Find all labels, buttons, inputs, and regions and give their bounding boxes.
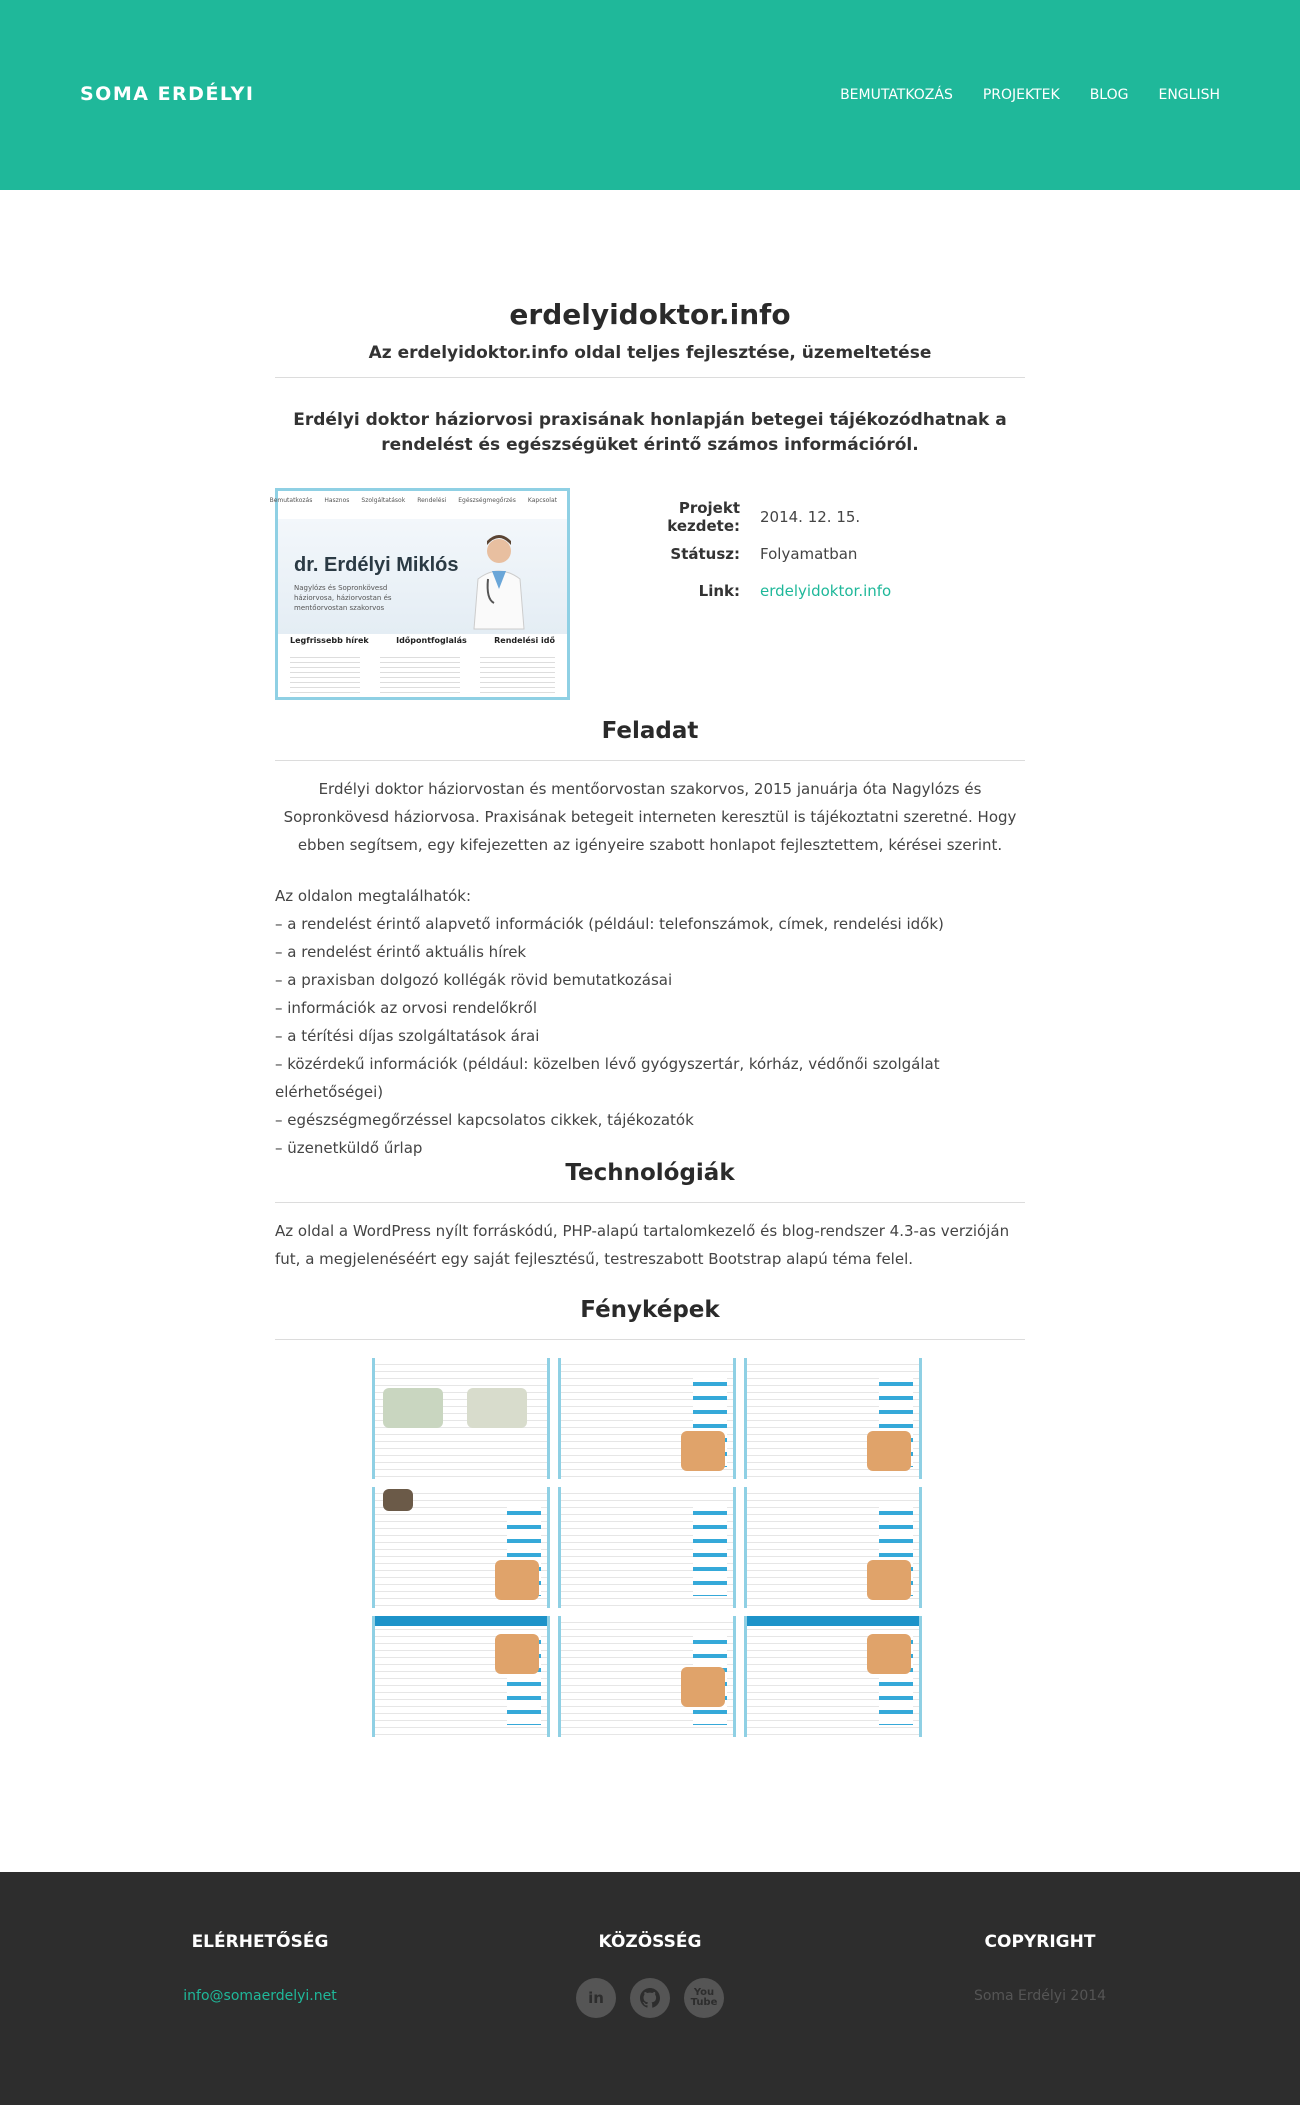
screenshot-news-block <box>290 653 360 693</box>
screenshot-col-title: Időpontfoglalás <box>396 636 467 645</box>
meta-value: 2014. 12. 15. <box>760 507 861 526</box>
youtube-icon[interactable]: You Tube <box>684 1978 724 2018</box>
footer-email-link[interactable]: info@somaerdelyi.net <box>183 1988 337 2004</box>
gallery-thumbnail[interactable] <box>372 1358 550 1479</box>
screenshot-menu-item: Bemutatkozás <box>269 497 313 504</box>
screenshot-booking-block <box>380 653 460 693</box>
footer-contact <box>110 1932 410 2004</box>
github-icon[interactable] <box>630 1978 670 2018</box>
list-item: – üzenetküldő űrlap <box>275 1139 423 1157</box>
gallery-thumbnail[interactable] <box>744 1358 922 1479</box>
list-item: – a rendelést érintő alapvető információk (például: telefonszámok, címek, rendelési idők) <box>275 915 944 933</box>
footer-community-heading: KÖZÖSSÉG <box>598 1932 702 1952</box>
social-links <box>500 1978 800 2018</box>
gallery-thumbnail[interactable] <box>558 1487 736 1608</box>
screenshot-doctor-desc: Nagylózs és Sopronkövesd háziorvosa, háziorvostan és mentőorvostan szakorvos <box>294 584 392 612</box>
task-heading: Feladat <box>601 718 699 744</box>
meta-value: Folyamatban <box>760 544 858 563</box>
screenshot-col-title: Legfrissebb hírek <box>290 636 369 645</box>
meta-row-start <box>615 498 1015 535</box>
footer-copyright-text: Soma Erdélyi 2014 <box>973 1988 1107 2004</box>
list-item: – a praxisban dolgozó kollégák rövid bemutatkozásai <box>275 971 673 989</box>
doctor-photo <box>468 529 530 629</box>
divider <box>275 1202 1025 1203</box>
divider <box>275 760 1025 761</box>
screenshot-hero <box>278 519 567 634</box>
divider <box>275 1339 1025 1340</box>
meta-row-link <box>615 572 1015 609</box>
nav-item-projektek[interactable]: PROJEKTEK <box>982 87 1060 103</box>
photos-heading: Fényképek <box>580 1297 720 1323</box>
screenshot-menu-item: Hasznos <box>324 497 350 504</box>
linkedin-icon[interactable]: in <box>576 1978 616 2018</box>
meta-key: Státusz: <box>670 544 740 563</box>
list-item: – a rendelést érintő aktuális hírek <box>275 943 527 961</box>
meta-key: Link: <box>698 581 740 600</box>
gallery-thumbnail[interactable] <box>558 1616 736 1737</box>
project-screenshot[interactable] <box>269 488 570 700</box>
gallery-thumbnail[interactable] <box>372 1487 550 1608</box>
site-brand[interactable]: SOMA ERDÉLYI <box>80 83 255 105</box>
list-item: – információk az orvosi rendelőkről <box>275 999 538 1017</box>
screenshot-doctor-name: dr. Erdélyi Miklós <box>294 554 459 576</box>
list-item: – közérdekű információk (például: közelben lévő gyógyszertár, kórház, védőnői szolgálat elérhetőségei) <box>275 1055 940 1101</box>
screenshot-menu-item: Szolgáltatások <box>361 497 406 504</box>
gallery-thumbnail[interactable] <box>372 1616 550 1737</box>
divider <box>275 377 1025 378</box>
screenshot-menu-item: Kapcsolat <box>527 497 557 504</box>
project-subtitle: Az erdelyidoktor.info oldal teljes fejlesztése, üzemeltetése <box>368 343 932 363</box>
gallery-thumbnail[interactable] <box>744 1616 922 1737</box>
site-header <box>0 0 1300 190</box>
nav-item-english[interactable]: ENGLISH <box>1158 87 1220 103</box>
screenshot-hours-block <box>480 653 555 693</box>
footer-community <box>500 1932 800 2018</box>
nav-item-blog[interactable]: BLOG <box>1089 87 1129 103</box>
meta-row-status <box>615 535 1015 572</box>
screenshot-col-title: Rendelési idő <box>494 636 555 645</box>
footer-copyright-heading: COPYRIGHT <box>984 1932 1096 1952</box>
footer-copyright <box>890 1932 1190 2004</box>
screenshot-columns <box>290 636 555 645</box>
photo-gallery <box>372 1358 928 1737</box>
tech-heading: Technológiák <box>565 1160 735 1186</box>
project-link[interactable]: erdelyidoktor.info <box>760 581 892 600</box>
project-meta <box>615 498 1015 609</box>
footer-contact-heading: ELÉRHETŐSÉG <box>191 1932 329 1952</box>
list-item: – egészségmegőrzéssel kapcsolatos cikkek, tájékozatók <box>275 1111 694 1129</box>
task-text: Erdélyi doktor háziorvostan és mentőorvostan szakorvos, 2015 januárja óta Nagylózs és Sopronkövesd háziorvosa. Praxisának betegeit interneten keresztül is tájékoztatni szeretné. Hogy ebben segítsem, egy kifejezetten az igényeire szabott honlapot fejlesztettem, kérései szerint. <box>283 780 1017 854</box>
meta-key: Projekt kezdete: <box>667 498 740 535</box>
screenshot-menu-item: Egészségmegőrzés <box>458 497 516 504</box>
gallery-thumbnail[interactable] <box>558 1358 736 1479</box>
features-list <box>275 882 1025 1162</box>
project-lead: Erdélyi doktor háziorvosi praxisának honlapján betegei tájékozódhatnak a rendelést és egészségüket érintő számos információról. <box>293 410 1007 455</box>
list-item: – a térítési díjas szolgáltatások árai <box>275 1027 540 1045</box>
list-intro: Az oldalon megtalálhatók: <box>275 887 472 905</box>
screenshot-menu <box>269 491 567 517</box>
screenshot-menu-item: Rendelési <box>417 497 447 504</box>
gallery-thumbnail[interactable] <box>744 1487 922 1608</box>
project-title: erdelyidoktor.info <box>509 298 791 331</box>
nav-item-bemutatkozas[interactable]: BEMUTATKOZÁS <box>840 87 953 103</box>
tech-text: Az oldal a WordPress nyílt forráskódú, PHP-alapú tartalomkezelő és blog-rendszer 4.3-as verzióján fut, a megjelenéséért egy saját fejlesztésű, testreszabott Bootstrap alapú téma felel. <box>275 1222 1010 1268</box>
main-nav <box>840 87 1220 103</box>
site-footer <box>0 1872 1300 2105</box>
